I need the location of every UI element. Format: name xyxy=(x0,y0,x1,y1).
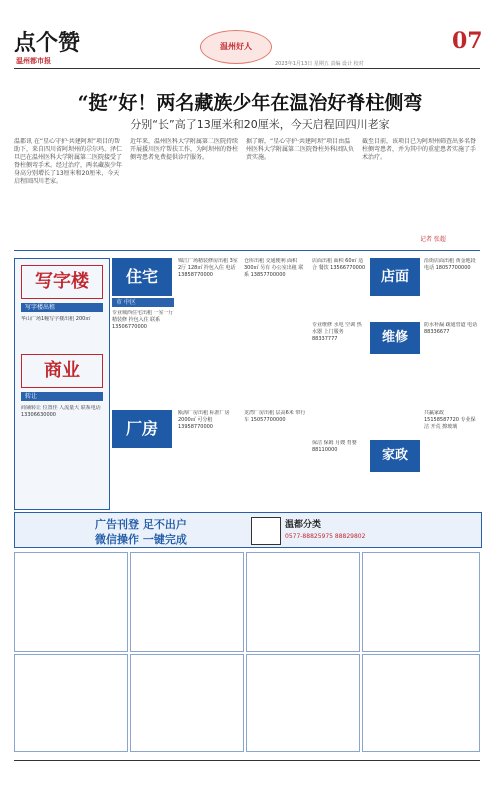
article-col-2: 近年来，温州医科大学附属第二医院持续开展援川医疗帮扶工作，为阿坝州的脊柱侧弯患者免费提供诊疗服务。 xyxy=(130,138,239,161)
dianmian-label: 店面 xyxy=(370,258,420,296)
logo-text: 温州好人 xyxy=(220,42,252,51)
jiazheng-label: 家政 xyxy=(370,440,420,472)
footer-rule xyxy=(14,760,480,761)
masthead xyxy=(0,0,494,72)
article-col-4: 截至目前，该项目已为阿坝州筛查出多名脊柱侧弯患者，并为其中的重症患者实施了手术治疗。 xyxy=(362,138,477,161)
date-line: 2023年1月13日 星期五 责编 设计 校对 xyxy=(275,61,364,67)
zhuzhai-text-3: 仓库出租 交通便利 面积 300㎡ 另有 办公室出租 联系 13857700000 xyxy=(244,258,304,278)
xiezilou-bar: 写字楼出租 xyxy=(21,303,103,312)
promo-right: 温都分类 xyxy=(285,520,322,530)
jiazheng-text-1: 保洁 保姆 月嫂 育婴 88110000 xyxy=(312,440,357,453)
shangye-bar: 转让 xyxy=(21,392,103,401)
changfang-label: 厂房 xyxy=(112,410,172,448)
subheadline: 分别“长”高了13厘米和20厘米，今天启程回四川老家 xyxy=(130,118,390,131)
changfang-text-2: 龙湾厂房出租 层高6米 带行车 15057700000 xyxy=(244,410,306,423)
byline: 记者 张超 xyxy=(420,236,446,243)
shangye-text: 商铺转让 位置佳 人流量大 联系电话 13306630000 xyxy=(21,405,101,418)
weixiu-text-2: 防水补漏 疏通管道 电话 88336677 xyxy=(424,322,478,335)
promo-banner xyxy=(14,512,482,548)
promo-phone: 0577-88825975 88829802 xyxy=(285,533,366,540)
promo-sub: 微信操作 一键完成 xyxy=(95,533,187,546)
logo xyxy=(200,30,272,64)
classified-rule xyxy=(14,250,480,251)
dianmian-text-2: 沿街店面出租 黄金地段 电话 18057700000 xyxy=(424,258,476,271)
weixiu-label: 维修 xyxy=(370,322,420,354)
mast-rule xyxy=(14,68,480,69)
shop-rent-bar: 市 中区 xyxy=(112,298,174,307)
zhuzhai-text-1: 专业城西住宅出租 一室一厅 精装修 拎包入住 联系 13506770000 xyxy=(112,310,174,330)
article-col-1: 温都讯 在“星心守护·共建阿坝”项目的帮助下，来自四川省阿坝州的尕尔玛、泽仁旦巴在温州医科大学附属第二医院接受了脊柱侧弯手术。经过治疗，两名藏族少年身高分别增长了13厘米和20厘米，今天启程回四川老家。 xyxy=(14,138,123,185)
zhuzhai-label: 住宅 xyxy=(112,258,172,296)
jiazheng-text-2: 共赢家政 15158587720 专业保洁 开荒 擦玻璃 xyxy=(424,410,476,430)
section-sub: 温州都市报 xyxy=(16,57,51,65)
page-number: 07 xyxy=(452,28,483,54)
promo-title: 广告刊登 足不出户 xyxy=(95,518,187,531)
zhuzhai-text-2: 锦江广场精装修房出租 3室2厅 128㎡ 拎包入住 电话 13858770000 xyxy=(178,258,238,278)
changfang-text-1: 瓯海厂房出租 标准厂房 2000㎡ 可分租 13958770000 xyxy=(178,410,230,430)
dianmian-text-1: 店面出租 面积 60㎡ 适合 餐饮 13566770000 xyxy=(312,258,366,271)
shangye-title: 商业 xyxy=(21,354,103,388)
classified-grid xyxy=(14,552,480,752)
article-col-3: 据了解，“星心守护·共建阿坝”项目由温州医科大学附属第二医院脊柱外科团队负责实施。 xyxy=(246,138,355,161)
left-sidebar xyxy=(14,258,110,510)
weixiu-text-1: 专业维修 水电 空调 热水器 上门服务 88337777 xyxy=(312,322,362,342)
qr-code-icon xyxy=(251,517,281,545)
xiezilou-title: 写字楼 xyxy=(21,265,103,299)
xiezilou-text: 华山广场1幢写字楼出租 200㎡ xyxy=(21,316,91,322)
headline: “挺”好！两名藏族少年在温治好脊柱侧弯 xyxy=(77,92,423,114)
section-title: 点个赞 xyxy=(14,30,81,56)
